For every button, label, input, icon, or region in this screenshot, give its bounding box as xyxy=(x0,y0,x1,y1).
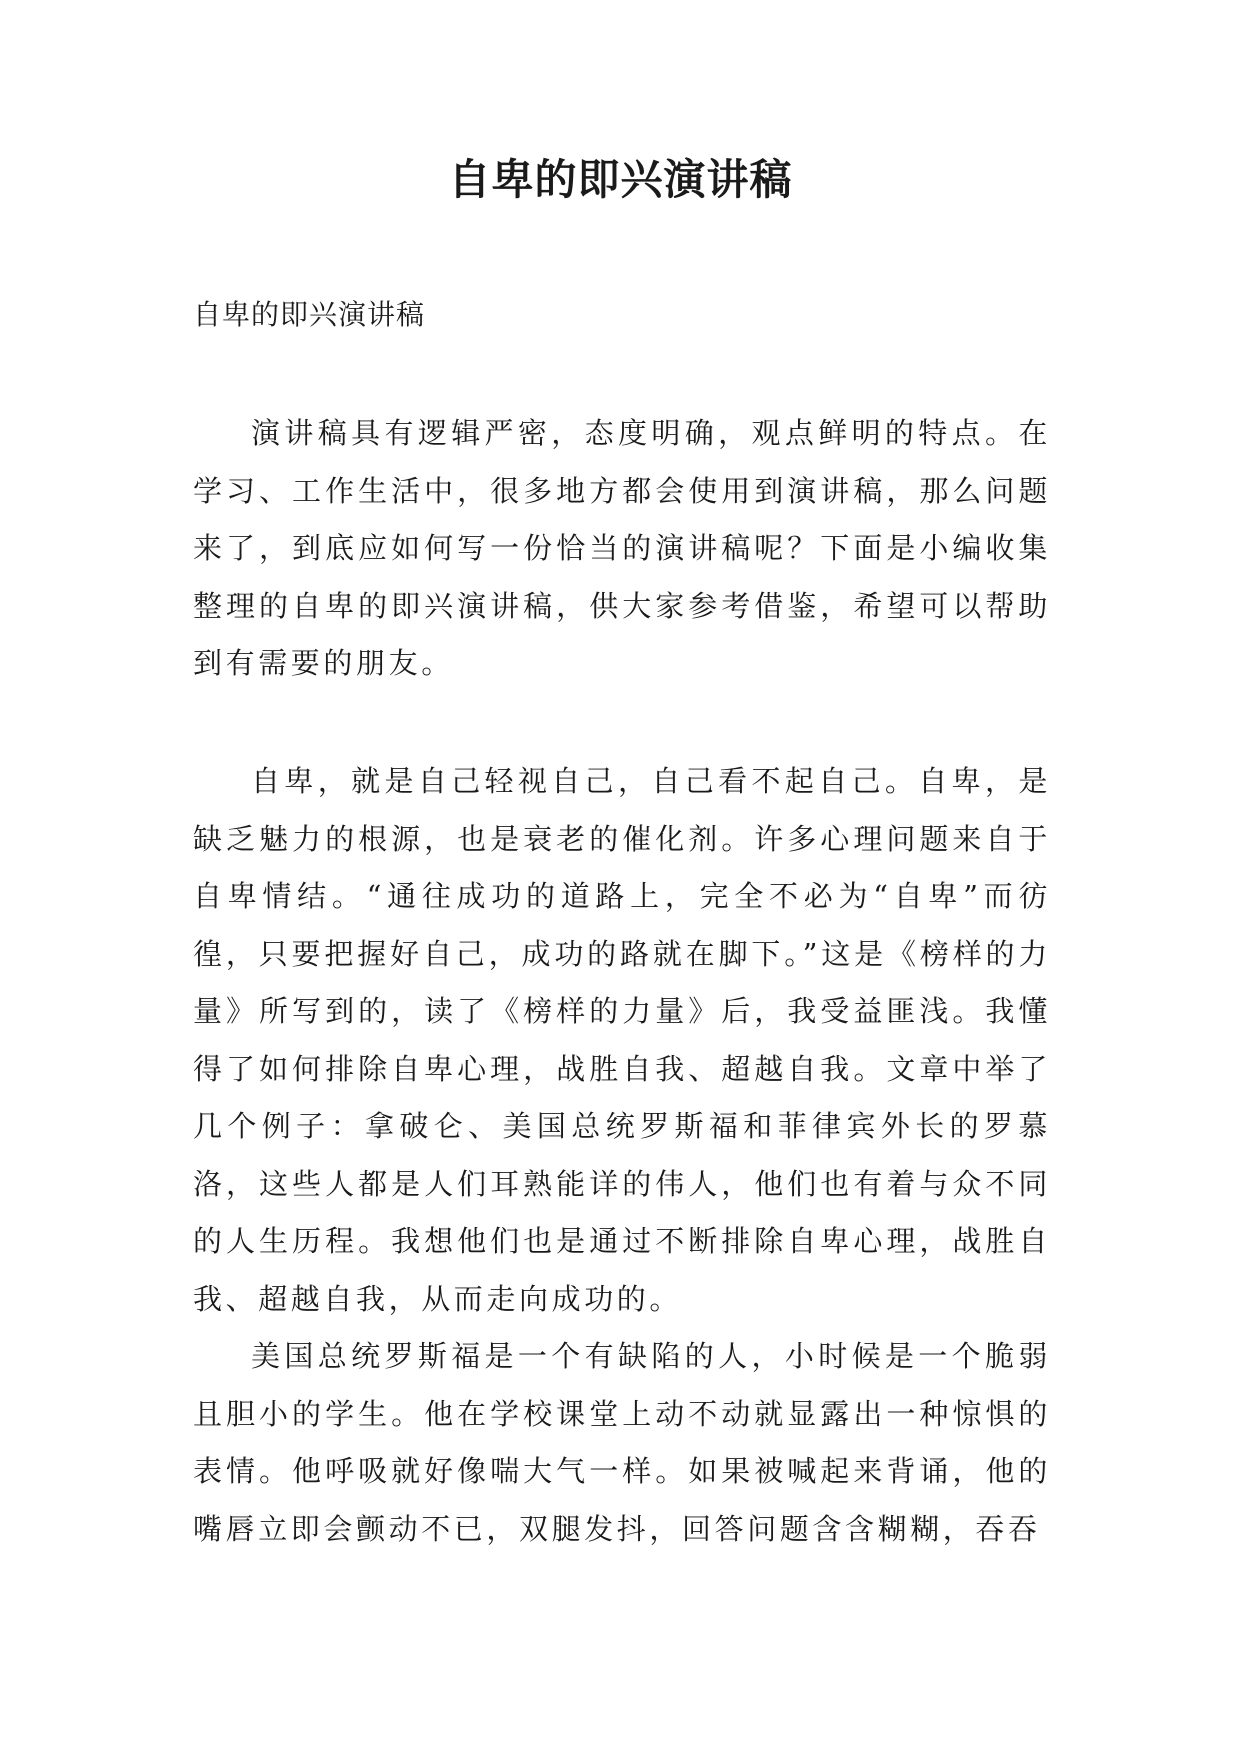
body-paragraph-1: 自卑，就是自己轻视自己，自己看不起自己。自卑，是缺乏魅力的根源，也是衰老的催化剂。许多心理问题来自于自卑情结。“通往成功的道路上，完全不必为“自卑”而彷徨，只要把握好自己，成功的路就在脚下。”这是《榜样的力量》所写到的，读了《榜样的力量》后，我受益匪浅。我懂得了如何排除自卑心理，战胜自我、超越自我。文章中举了几个例子：拿破仑、美国总统罗斯福和菲律宾外长的罗慕洛，这些人都是人们耳熟能详的伟人，他们也有着与众不同的人生历程。我想他们也是通过不断排除自卑心理，战胜自我、超越自我，从而走向成功的。 xyxy=(193,764,1051,1316)
main-section xyxy=(193,753,1051,1558)
intro-section xyxy=(193,405,1051,693)
body-paragraph-2: 美国总统罗斯福是一个有缺陷的人，小时候是一个脆弱且胆小的学生。他在学校课堂上动不动就显露出一种惊惧的表情。他呼吸就好像喘大气一样。如果被喊起来背诵，他的嘴唇立即会颤动不已，双腿发抖，回答问题含含糊糊，吞吞 xyxy=(193,1339,1051,1546)
document-title: 自卑的即兴演讲稿 xyxy=(448,155,793,204)
intro-paragraph: 演讲稿具有逻辑严密，态度明确，观点鲜明的特点。在学习、工作生活中，很多地方都会使用到演讲稿，那么问题来了，到底应如何写一份恰当的演讲稿呢？下面是小编收集整理的自卑的即兴演讲稿，供大家参考借鉴，希望可以帮助到有需要的朋友。 xyxy=(193,416,1051,680)
document-subtitle: 自卑的即兴演讲稿 xyxy=(193,298,426,331)
